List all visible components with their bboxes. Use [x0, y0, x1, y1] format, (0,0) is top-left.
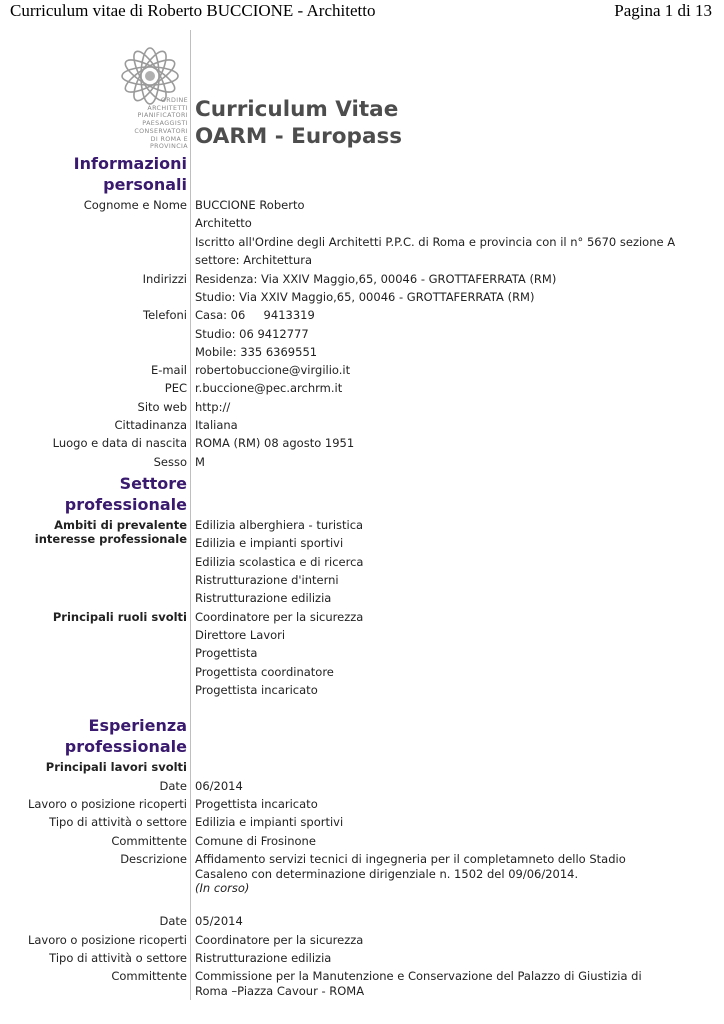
list-item: Progettista	[195, 646, 258, 660]
value-tel-studio: Studio: 06 9412777	[195, 327, 309, 341]
document-title: Curriculum vitae di Roberto BUCCIONE - Architetto	[10, 1, 376, 20]
label-indirizzi: Indirizzi	[142, 272, 187, 286]
label-cittadinanza: Cittadinanza	[114, 418, 187, 432]
section-heading-settore: Settore professionale	[64, 474, 187, 514]
value-lavoro: Coordinatore per la sicurezza	[195, 933, 364, 947]
label-telefoni: Telefoni	[143, 308, 187, 322]
list-item: Direttore Lavori	[195, 628, 286, 642]
label-sesso: Sesso	[153, 455, 187, 469]
label-sito-web: Sito web	[137, 400, 187, 414]
value-cittadinanza: Italiana	[195, 418, 238, 432]
value-lavoro: Progettista incaricato	[195, 797, 318, 811]
list-item: Coordinatore per la sicurezza	[195, 610, 364, 624]
label-tipo: Tipo di attività o settore	[49, 951, 187, 965]
value-sesso: M	[195, 455, 205, 469]
label-email: E-mail	[150, 363, 187, 377]
label-pec: PEC	[164, 381, 187, 395]
list-item: Edilizia scolastica e di ricerca	[195, 555, 364, 569]
label-lavoro: Lavoro o posizione ricoperti	[27, 797, 187, 811]
column-divider	[190, 30, 191, 1000]
value-committente: Comune di Frosinone	[195, 834, 316, 848]
logo-text: ORDINE ARCHITETTI PIANIFICATORI PAESAGGISTI CONSERVATORI DI ROMA E PROVINCIA	[134, 97, 188, 151]
label-committente: Committente	[111, 834, 187, 848]
value-committente: Commissione per la Manutenzione e Conservazione del Palazzo di Giustizia di Roma –Piazza Cavour - ROMA	[195, 969, 642, 998]
list-item: Progettista coordinatore	[195, 665, 334, 679]
value-residenza: Residenza: Via XXIV Maggio,65, 00046 - GROTTAFERRATA (RM)	[195, 272, 557, 286]
cv-title: Curriculum Vitae OARM - Europass	[195, 97, 403, 149]
section-heading-esperienza: Esperienza professionale	[64, 716, 187, 756]
label-ruoli: Principali ruoli svolti	[52, 610, 187, 624]
value-tipo: Ristrutturazione edilizia	[195, 951, 332, 965]
list-item: Edilizia alberghiera - turistica	[195, 518, 364, 532]
page-header	[0, 0, 724, 24]
value-descrizione: Affidamento servizi tecnici di ingegneria per il completamneto dello Stadio Casaleno con determinazione dirigenziale n. 1502 del 09/06/2014. (In corso)	[195, 852, 675, 896]
label-descrizione: Descrizione	[120, 852, 187, 866]
list-item: Progettista incaricato	[195, 683, 318, 697]
value-date: 05/2014	[195, 914, 243, 928]
label-committente: Committente	[111, 969, 187, 983]
label-date: Date	[159, 779, 187, 793]
value-tipo: Edilizia e impianti sportivi	[195, 815, 344, 829]
page-number: Pagina 1 di 13	[614, 1, 712, 20]
value-tel-mobile: Mobile: 335 6369551	[195, 345, 318, 359]
value-studio-indirizzo: Studio: Via XXIV Maggio,65, 00046 - GROTTAFERRATA (RM)	[195, 290, 535, 304]
label-nascita: Luogo e data di nascita	[52, 436, 187, 450]
value-sito-web[interactable]: http://	[195, 400, 231, 414]
value-stato: (In corso)	[195, 881, 250, 895]
value-professione: Architetto	[195, 216, 252, 230]
label-date: Date	[159, 914, 187, 928]
value-settore: settore: Architettura	[195, 253, 313, 267]
label-cognome-nome: Cognome e Nome	[83, 198, 187, 212]
label-principali-lavori: Principali lavori svolti	[45, 760, 187, 774]
value-date: 06/2014	[195, 779, 243, 793]
value-nome: BUCCIONE Roberto	[195, 198, 305, 212]
value-tel-casa: Casa: 06 9413319	[195, 308, 315, 322]
label-lavoro: Lavoro o posizione ricoperti	[27, 933, 187, 947]
list-item: Ristrutturazione edilizia	[195, 591, 332, 605]
value-email[interactable]: robertobuccione@virgilio.it	[195, 363, 351, 377]
value-nascita: ROMA (RM) 08 agosto 1951	[195, 436, 355, 450]
section-heading-informazioni: Informazioni personali	[73, 154, 187, 194]
list-item: Edilizia e impianti sportivi	[195, 536, 344, 550]
label-ambiti: Ambiti di prevalente interesse professionale	[34, 518, 187, 546]
value-pec[interactable]: r.buccione@pec.archrm.it	[195, 381, 343, 395]
list-item: Ristrutturazione d'interni	[195, 573, 339, 587]
label-tipo: Tipo di attività o settore	[49, 815, 187, 829]
value-iscrizione: Iscritto all'Ordine degli Architetti P.P.C. di Roma e provincia con il n° 5670 sezione A	[195, 235, 676, 249]
